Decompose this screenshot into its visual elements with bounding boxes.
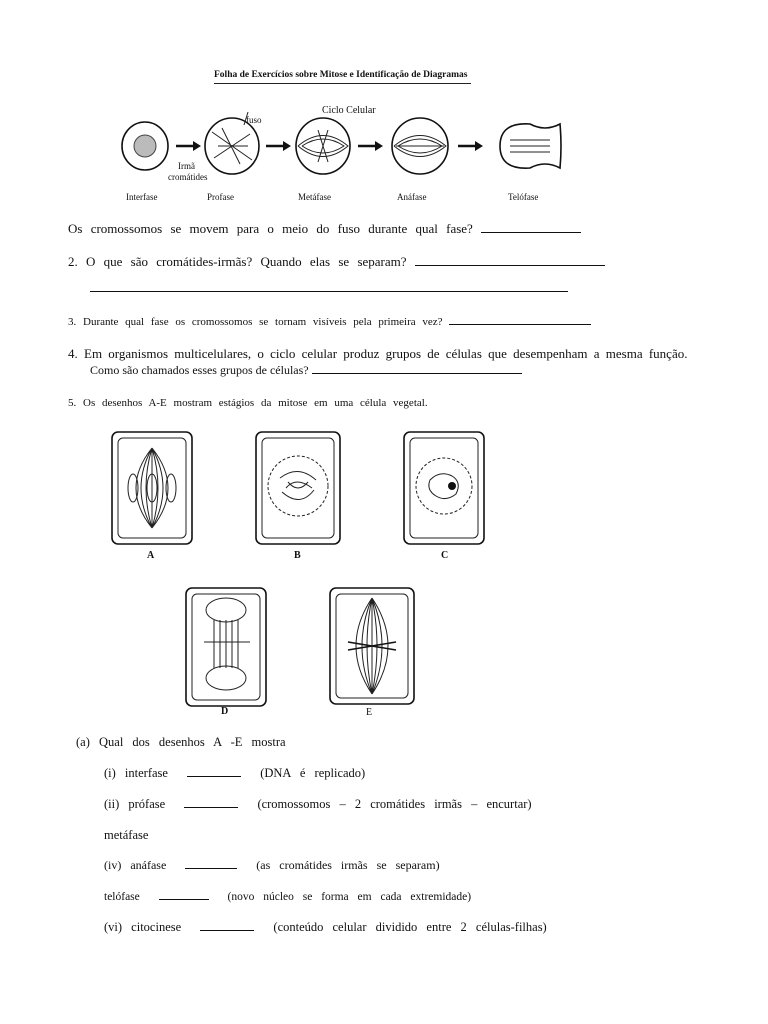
part-a-item-iv [104,858,440,873]
stage-anafase: Anáfase [397,192,427,202]
drawing-label-e: E [366,707,373,718]
part-a-prompt: (a) Qual dos desenhos A -E mostra [76,735,286,749]
drawing-label-b: B [294,550,301,561]
worksheet-title: Folha de Exercícios sobre Mitose e Identificação de Diagramas [214,70,468,80]
item-i-hint: (DNA é replicado) [260,766,366,780]
question-4-line1: 4. Em organismos multicelulares, o ciclo celular produz grupos de células que desempenham a mesma função. [68,346,688,361]
question-1 [68,221,581,237]
stage-profase: Profase [207,192,234,202]
item-ii-label: (ii) prófase [104,797,166,811]
arrow-right-icon [176,141,201,151]
part-a-item-iii: metáfase [104,828,149,842]
drawing-label-d: D [221,706,229,717]
cell-cycle-diagram [0,0,768,210]
item-v-label: telófase [104,891,140,903]
item-vi-label: (vi) citocinese [104,920,182,934]
arrow-right-icon [458,141,483,151]
answer-blank-1[interactable] [481,222,581,233]
answer-line-2b[interactable] [90,291,568,292]
irma-label: Irmã [178,161,195,171]
answer-blank-ii[interactable] [184,797,238,808]
stage-telofase: Telófase [508,192,539,202]
question-4-text: Como são chamados esses grupos de células? [90,363,309,377]
arrow-right-icon [358,141,383,151]
question-2 [68,254,605,270]
interphase-cell [122,122,168,170]
question-4-line2 [90,363,522,378]
drawing-e [330,588,414,704]
part-a-item-v [104,889,471,903]
item-ii-hint: (cromossomos – 2 cromátides irmãs – encurtar) [257,797,532,811]
anaphase-cell [392,118,448,174]
drawing-a [112,432,192,544]
cell-cycle-title: Ciclo Celular [322,105,376,116]
arrow-right-icon [266,141,291,151]
question-2-text: 2. O que são cromátides-irmãs? Quando elas se separam? [68,254,407,269]
answer-blank-v[interactable] [159,889,209,900]
answer-blank-vi[interactable] [200,920,254,931]
answer-blank-3[interactable] [449,314,591,325]
answer-blank-iv[interactable] [185,858,237,869]
drawing-c [404,432,484,544]
question-1-text: Os cromossomos se movem para o meio do fuso durante qual fase? [68,221,473,236]
mitosis-drawings [0,420,768,740]
stage-metafase: Metáfase [298,192,331,202]
stage-interfase: Interfase [126,192,158,202]
part-a-item-ii [104,797,532,812]
fuso-label: fuso [246,115,262,125]
item-iv-hint: (as cromátides irmãs se separam) [256,858,440,872]
part-a-item-i [104,766,365,781]
answer-blank-i[interactable] [187,766,241,777]
drawing-label-a: A [147,550,155,561]
cromatides-label: cromátides [168,172,208,182]
answer-blank-2[interactable] [415,255,605,266]
drawing-d [186,588,266,706]
prophase-cell [205,112,259,174]
drawing-b [256,432,340,544]
question-3 [68,314,591,328]
item-iv-label: (iv) anáfase [104,858,167,872]
answer-blank-4[interactable] [312,363,522,374]
question-3-text: 3. Durante qual fase os cromossomos se tornam visíveis pela primeira vez? [68,316,443,328]
telophase-cell [500,124,561,168]
item-v-hint: (novo núcleo se forma em cada extremidade) [227,891,472,903]
part-a-item-vi [104,920,547,935]
question-5: 5. Os desenhos A-E mostram estágios da mitose em uma célula vegetal. [68,397,428,409]
item-vi-hint: (conteúdo celular dividido entre 2 células-filhas) [273,920,547,934]
item-i-label: (i) interfase [104,766,168,780]
drawing-label-c: C [441,550,449,561]
metaphase-cell [296,118,350,174]
